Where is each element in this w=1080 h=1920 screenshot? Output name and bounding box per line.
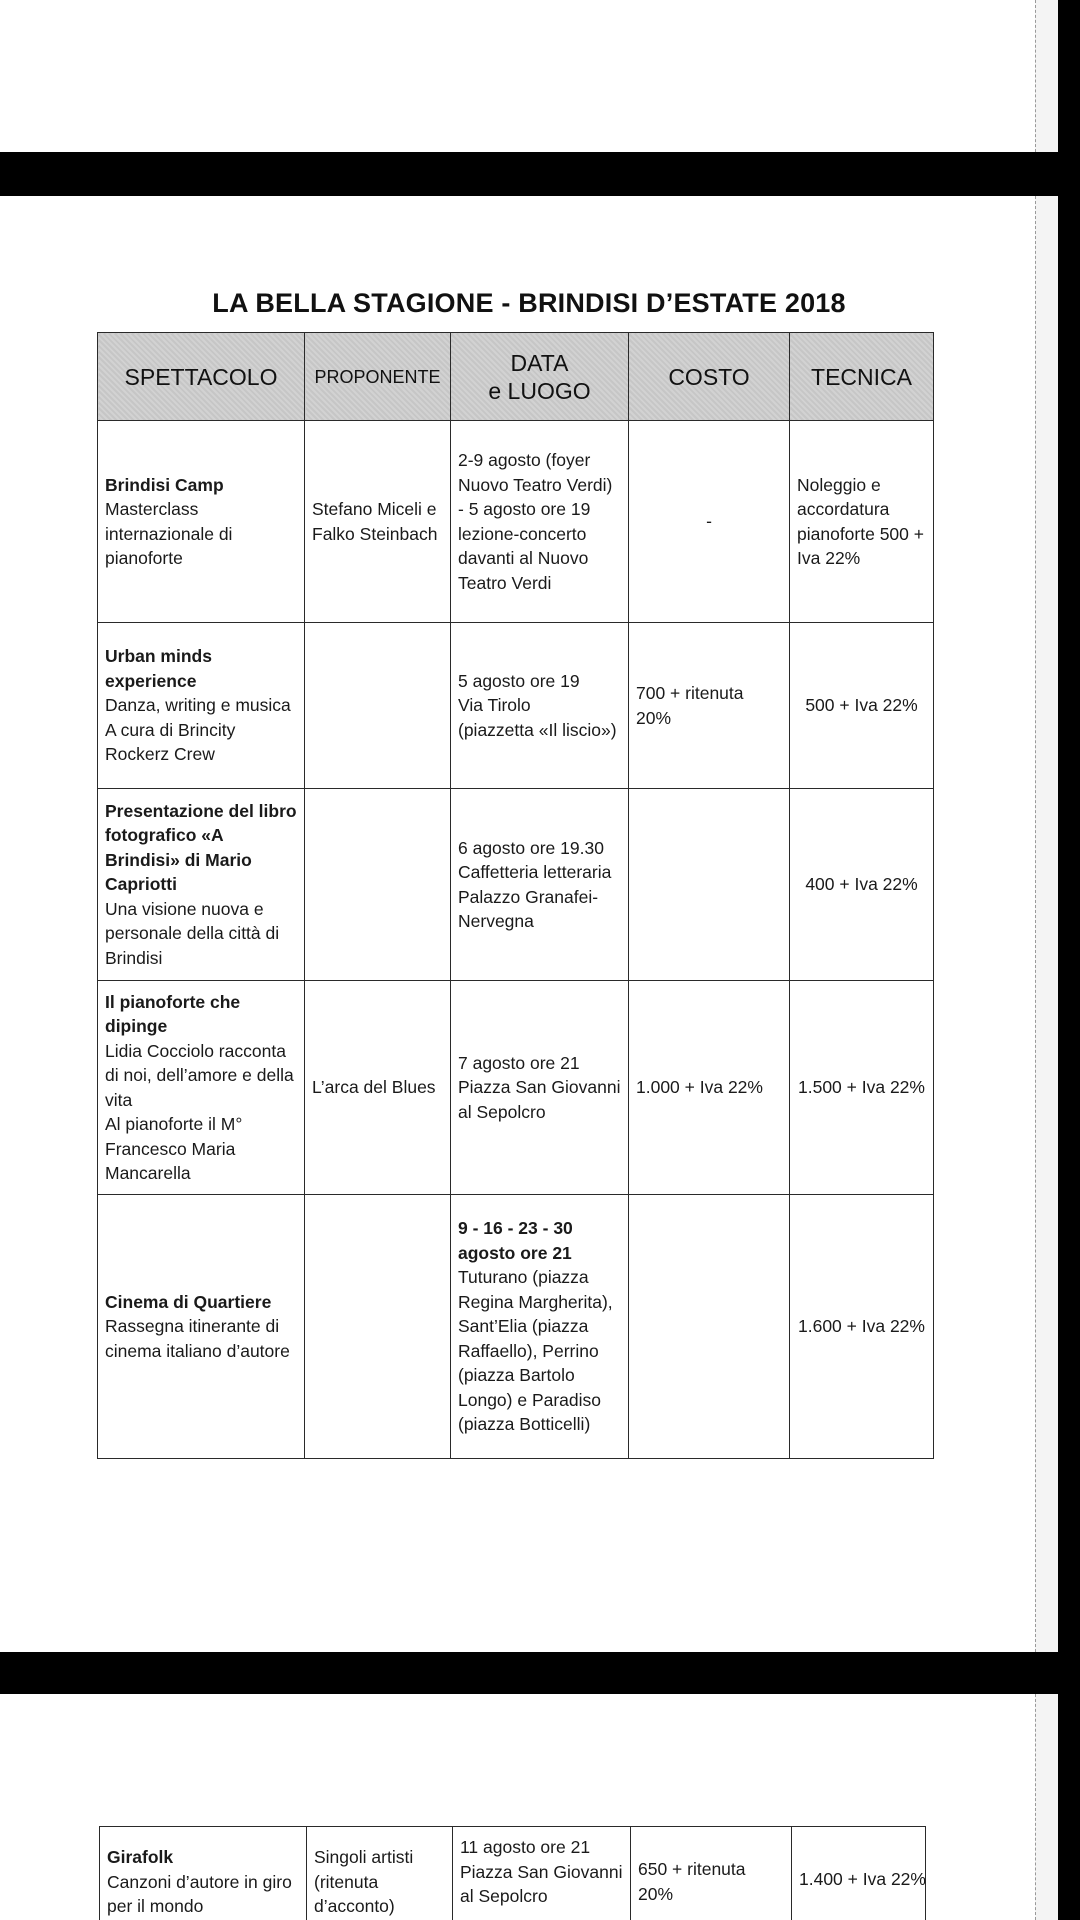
cell-data-luogo — [451, 981, 629, 1195]
cell-costo: 700 + ritenuta 20% — [629, 623, 790, 789]
cell-data-luogo — [451, 623, 629, 789]
page-edge-shadow — [1035, 0, 1058, 152]
show-name: Girafolk — [107, 1847, 174, 1867]
cell-costo: - — [629, 421, 790, 623]
cell-costo — [629, 789, 790, 981]
cell-proponente: Stefano Miceli e Falko Steinbach — [305, 421, 451, 623]
table-row — [98, 981, 934, 1195]
schedule-table-continued — [99, 1826, 926, 1920]
cell-proponente — [305, 1195, 451, 1459]
header-data-line1: DATA — [510, 349, 569, 376]
cell-tecnica: Noleggio e accordatura pianoforte 500 + Iva 22% — [790, 421, 934, 623]
header-proponente: PROPONENTE — [305, 333, 451, 421]
header-costo: COSTO — [629, 333, 790, 421]
show-name: Il pianoforte che dipinge — [105, 991, 241, 1036]
show-name: Urban minds experience — [105, 646, 212, 691]
cell-data-luogo — [451, 1195, 629, 1459]
scanned-page-top — [0, 0, 1058, 152]
scanned-page-main — [0, 196, 1058, 1652]
table-row — [98, 1195, 934, 1459]
cell-tecnica: 500 + Iva 22% — [790, 623, 934, 789]
date-place: Tuturano (piazza Regina Margherita), Sant’Elia (piazza Raffaello), Perrino (piazza Bartolo Longo) e Paradiso (piazza Botticelli) — [458, 1267, 613, 1435]
schedule-table — [97, 332, 934, 1459]
cell-proponente: L’arca del Blues — [305, 981, 451, 1195]
show-description: Lidia Cocciolo racconta di noi, dell’amore e della vita Al pianoforte il M° Francesco Maria Mancarella — [105, 1040, 294, 1183]
header-data-luogo — [451, 333, 629, 421]
cell-tecnica: 400 + Iva 22% — [790, 789, 934, 981]
cell-spettacolo — [98, 789, 305, 981]
cell-spettacolo — [98, 1195, 305, 1459]
cell-costo — [629, 1195, 790, 1459]
show-description: Rassegna itinerante di cinema italiano d’autore — [105, 1316, 290, 1361]
cell-tecnica: 1.500 + Iva 22% — [790, 981, 934, 1195]
cell-spettacolo — [98, 623, 305, 789]
scanned-page-bottom — [0, 1694, 1058, 1920]
page-edge-shadow — [1035, 196, 1058, 1652]
show-name: Cinema di Quartiere — [105, 1291, 272, 1312]
cell-proponente: Singoli artisti (ritenuta d’acconto) — [307, 1827, 453, 1920]
table-row — [98, 623, 934, 789]
cell-tecnica: 1.400 + Iva 22% — [792, 1827, 926, 1920]
header-tecnica: TECNICA — [790, 333, 934, 421]
show-description: Danza, writing e musica A cura di Brincity Rockerz Crew — [105, 695, 291, 765]
date-place: 2-9 agosto (foyer Nuovo Teatro Verdi) - 5 agosto ore 19 lezione-concerto davanti al Nuovo Teatro Verdi — [458, 450, 613, 593]
cell-costo: 1.000 + Iva 22% — [629, 981, 790, 1195]
date-time: 9 - 16 - 23 - 30 agosto ore 21 — [458, 1218, 573, 1263]
date-place: 7 agosto ore 21 Piazza San Giovanni al Sepolcro — [458, 1052, 621, 1122]
show-description: Canzoni d’autore in giro per il mondo — [107, 1871, 292, 1916]
show-description: Una visione nuova e personale della città di Brindisi — [105, 898, 280, 968]
cell-proponente — [305, 623, 451, 789]
cell-tecnica: 1.600 + Iva 22% — [790, 1195, 934, 1459]
date-place: 11 agosto ore 21 Piazza San Giovanni al Sepolcro — [460, 1837, 623, 1906]
page-edge-shadow — [1035, 1694, 1058, 1920]
cell-costo: 650 + ritenuta 20% — [631, 1827, 792, 1920]
show-name: Presentazione del libro fotografico «A Brindisi» di Mario Capriotti — [105, 800, 297, 895]
cell-data-luogo — [451, 789, 629, 981]
cell-spettacolo — [98, 981, 305, 1195]
show-description: Masterclass internazionale di pianoforte — [105, 499, 233, 568]
table-row — [98, 789, 934, 981]
cell-data-luogo — [451, 421, 629, 623]
header-data-line2: e LUOGO — [488, 377, 591, 404]
cell-spettacolo — [100, 1827, 307, 1920]
table-row — [100, 1827, 926, 1920]
document-title: LA BELLA STAGIONE - BRINDISI D’ESTATE 2018 — [212, 288, 846, 318]
date-place: 6 agosto ore 19.30 Caffetteria letteraria Palazzo Granafei-Nervegna — [458, 837, 612, 931]
cell-proponente — [305, 789, 451, 981]
header-spettacolo: SPETTACOLO — [98, 333, 305, 421]
cell-data-luogo — [453, 1827, 631, 1920]
table-row — [98, 421, 934, 623]
cell-spettacolo — [98, 421, 305, 623]
table-header-row — [98, 333, 934, 421]
show-name: Brindisi Camp — [105, 474, 224, 495]
date-place: 5 agosto ore 19 Via Tirolo (piazzetta «Il liscio») — [458, 670, 617, 740]
